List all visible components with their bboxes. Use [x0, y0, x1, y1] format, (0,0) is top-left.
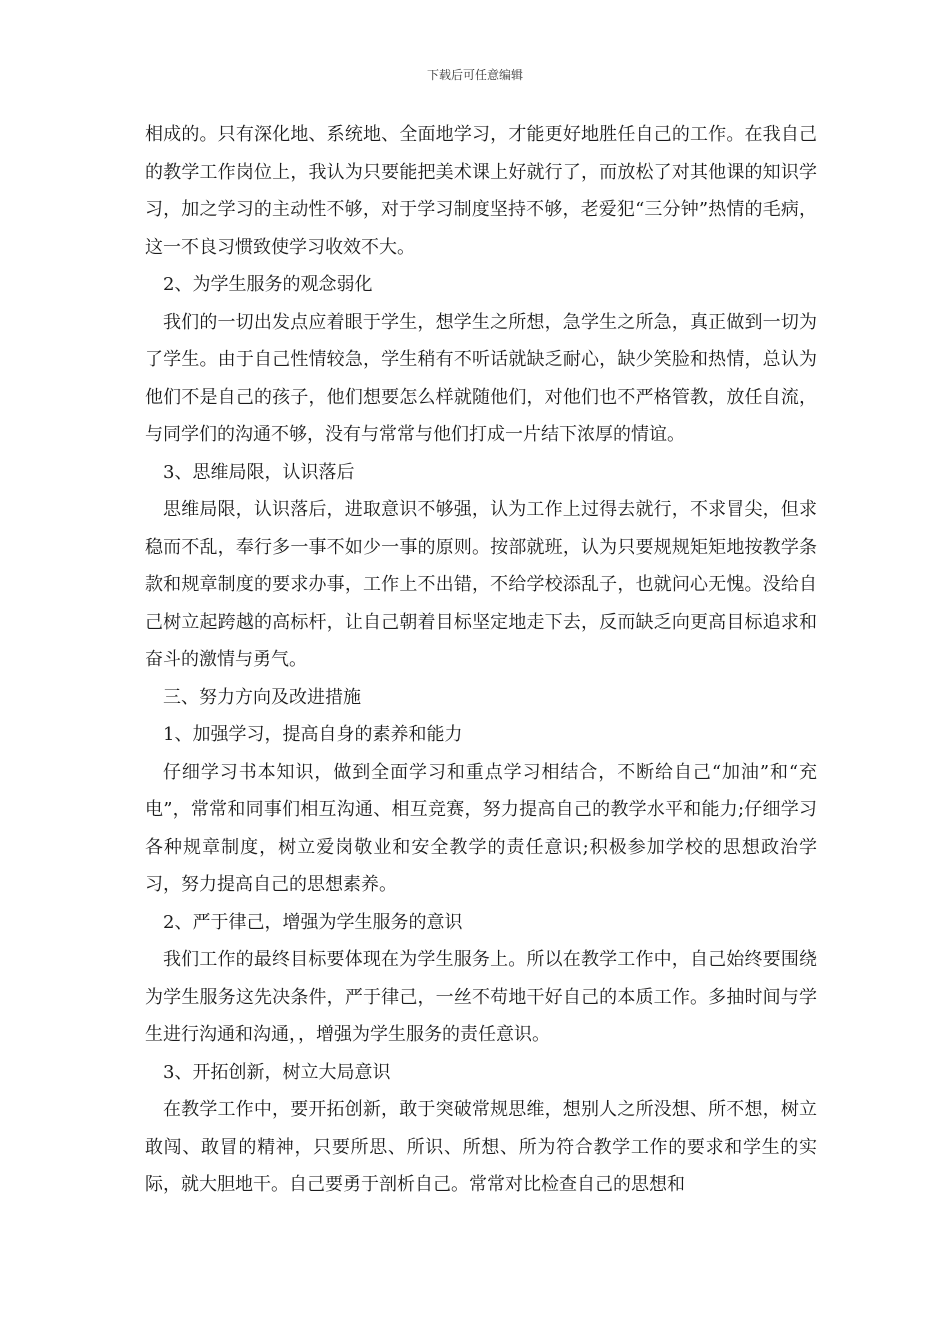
page-header-note: 下载后可任意编辑 — [426, 68, 523, 82]
subheading-self-discipline: 2、严于律己，增强为学生服务的意识 — [163, 911, 463, 933]
paragraph-service: 我们的一切出发点应着眼于学生，想学生之所想，急学生之所急，真正做到一切为了学生。由于自己性情较急，学生稍有不听话就缺乏耐心，缺少笑脸和热情，总认为他们不是自己的孩子，他们想要怎么样就随他们，对他们也不严格管教，放任自流，与同学们的沟通不够，没有与常常与他们打成一片结下浓厚的情谊。 — [145, 311, 817, 445]
subheading-service-weak: 2、为学生服务的观念弱化 — [163, 274, 373, 295]
paragraph-study: 仔细学习书本知识，做到全面学习和重点学习相结合，不断给自己“加油”和“充电”，常常和同事们相互沟通、相互竞赛，努力提高自己的教学水平和能力;仔细学习各种规章制度，树立爱岗敬业和安全教学的责任意识;积极参加学校的思想政治学习，努力提高自己的思想素养。 — [145, 761, 817, 895]
paragraph-thinking: 思维局限，认识落后，进取意识不够强，认为工作上过得去就行，不求冒尖，但求稳而不乱，奉行多一事不如少一事的原则。按部就班，认为只要规规矩矩地按教学条款和规章制度的要求办事，工作上不出错，不给学校添乱子，也就问心无愧。没给自己树立起跨越的高标杆，让自己朝着目标坚定地走下去，反而缺乏向更高目标追求和奋斗的激情与勇气。 — [145, 499, 817, 670]
document-body — [145, 116, 817, 1204]
paragraph-innovation: 在教学工作中，要开拓创新，敢于突破常规思维，想别人之所没想、所不想，树立敢闯、敢冒的精神，只要所思、所识、所想、所为符合教学工作的要求和学生的实际，就大胆地干。自己要勇于剖析自己。常常对比检查自己的思想和 — [145, 1099, 817, 1195]
subheading-thinking-limited: 3、思维局限，认识落后 — [163, 461, 355, 483]
subheading-strengthen-study: 1、加强学习，提高自身的素养和能力 — [163, 724, 463, 745]
subheading-innovation: 3、开拓创新，树立大局意识 — [163, 1061, 391, 1083]
paragraph-discipline: 我们工作的最终目标要体现在为学生服务上。所以在教学工作中，自己始终要围绕为学生服务这先决条件，严于律己，一丝不苟地干好自己的本质工作。多抽时间与学生进行沟通和沟通，，增强为学生服务的责任意识。 — [145, 949, 817, 1045]
paragraph-continuation: 相成的。只有深化地、系统地、全面地学习，才能更好地胜任自己的工作。在我自己的教学工作岗位上，我认为只要能把美术课上好就行了，而放松了对其他课的知识学习，加之学习的主动性不够，对于学习制度坚持不够，老爱犯“三分钟”热情的毛病，这一不良习惯致使学习收效不大。 — [145, 124, 817, 258]
section-heading-improvement: 三、努力方向及改进措施 — [163, 686, 361, 708]
